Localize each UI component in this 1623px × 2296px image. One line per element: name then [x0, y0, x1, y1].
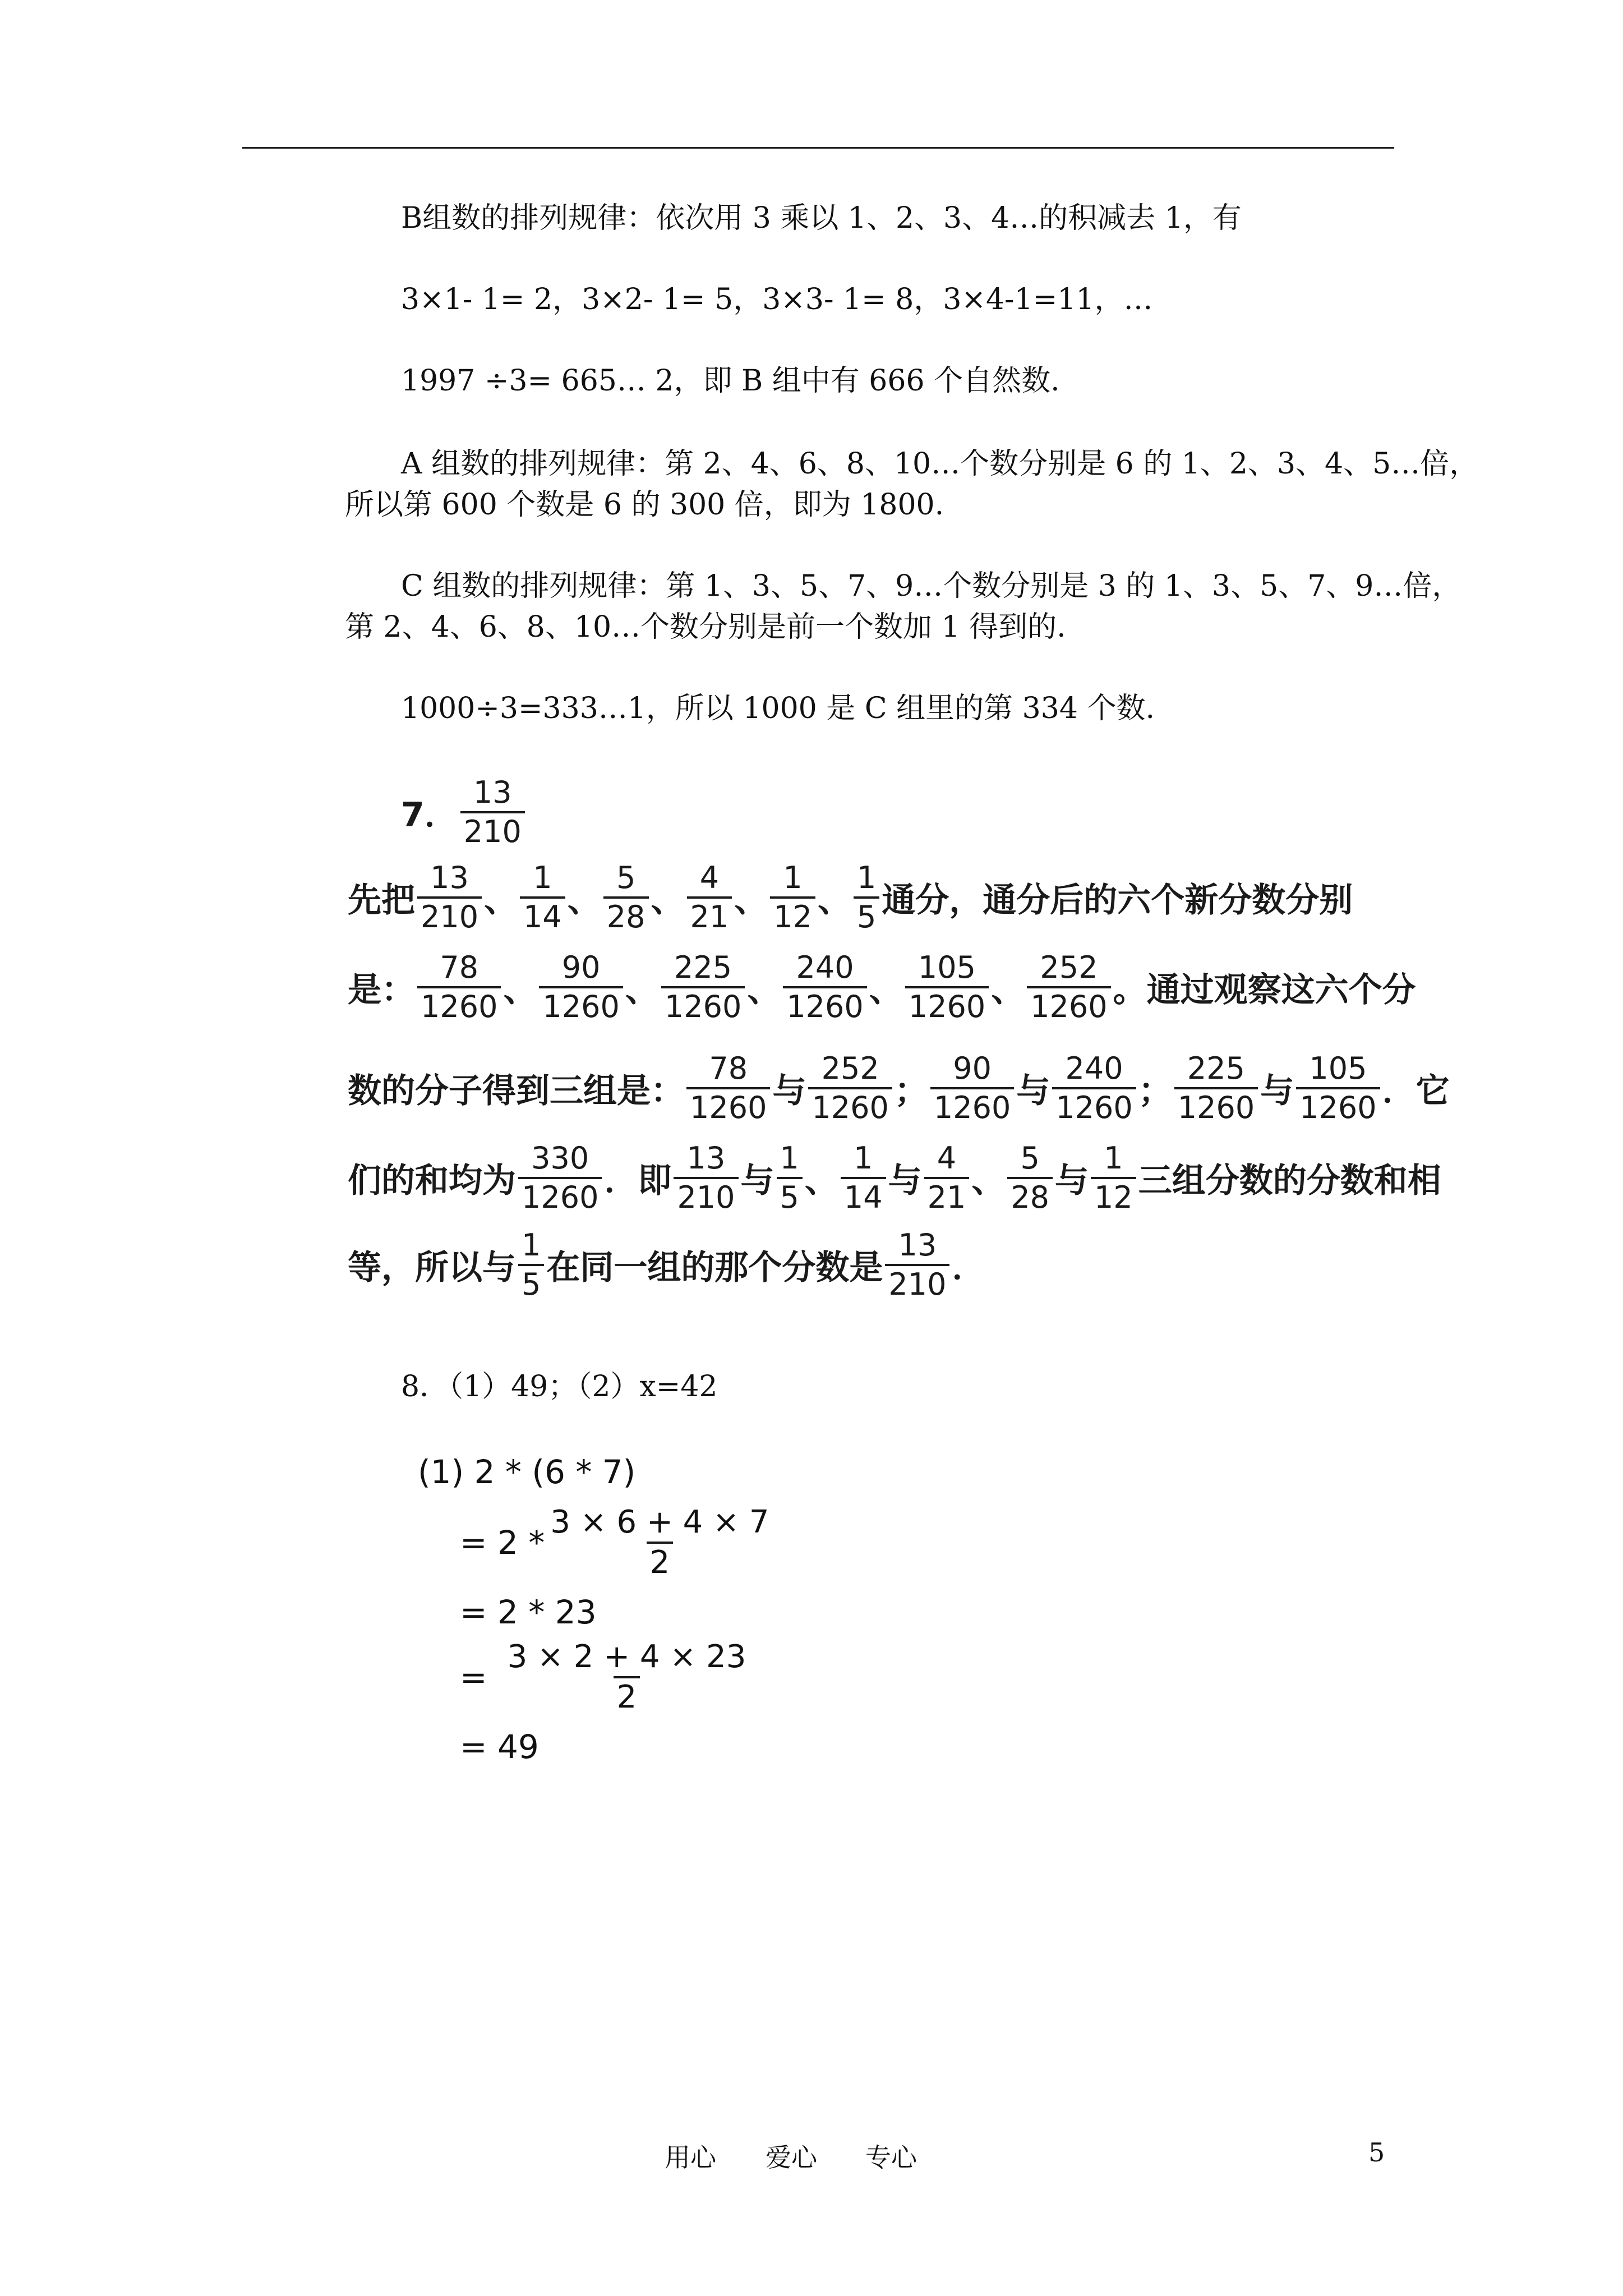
- page-number: 5: [1368, 2137, 1385, 2168]
- calc-line-1: (1) 2 * (6 * 7): [418, 1453, 636, 1491]
- fraction: $\frac{13}{210}$: [674, 1143, 738, 1213]
- q8-calculation: [418, 1453, 866, 1767]
- fraction: $\frac{225}{1260}$: [661, 953, 745, 1022]
- calc-line-3: = 2 * 23: [460, 1593, 597, 1631]
- header-rule: [242, 147, 1394, 149]
- fraction: $\frac{240}{1260}$: [783, 953, 866, 1022]
- fraction: $\frac{252}{1260}$: [808, 1053, 892, 1123]
- paragraph-a-group-rule: A 组数的排列规律：第 2、4、6、8、10…个数分别是 6 的 1、2、3、4、5…倍，: [401, 447, 1479, 481]
- fraction: $\frac{13}{210}$: [460, 777, 525, 847]
- q7-line-2: 是： $\frac{78}{1260}$ 、 $\frac{90}{1260}$ 、 $\frac{225}{1260}$ 、 $\frac{240}{1260}$ 、 $\frac{105}{1260}$ 、 $\frac{252}{1260}$ 。通过观察这六个分: [348, 950, 1416, 1024]
- fraction: $\frac{13}{210}$: [885, 1230, 949, 1300]
- q7-line-1: 先把 $\frac{13}{210}$ 、 $\frac{1}{14}$ 、 $\frac{5}{28}$ 、 $\frac{4}{21}$ 、 $\frac{1}{12}$ 、 $\frac{1}{5}$ 通分，通分后的六个新分数分别: [348, 860, 1353, 935]
- fraction: $\frac{252}{1260}$: [1027, 953, 1110, 1022]
- q7-line-4: 们的和均为 $\frac{330}{1260}$ ．即 $\frac{13}{210}$ 与 $\frac{1}{5}$ 、 $\frac{1}{14}$ 与 $\frac{4}{21}$ 、 $\frac{5}{28}$ 与 $\frac{1}{12}$ 三组分数的分数和相: [348, 1140, 1441, 1215]
- fraction: $\frac{4}{21}$: [924, 1143, 970, 1213]
- footer-word-3: 专心: [865, 2142, 917, 2173]
- fraction: $\frac{105}{1260}$: [1296, 1053, 1380, 1123]
- q8-answer-line: 8．（1）49；（2）x=42: [401, 1370, 718, 1404]
- q7-line-5: 等，所以与 $\frac{1}{5}$ 在同一组的那个分数是 $\frac{13}{210}$ ．: [348, 1227, 986, 1302]
- calc-line-2: = 2 * $\frac{3 \times 6 + 4 \times 7}{2}$: [460, 1503, 774, 1582]
- paragraph-c-group-rule-2: 第 2、4、6、8、10…个数分别是前一个数加 1 得到的.: [345, 610, 1066, 644]
- fraction: $\frac{90}{1260}$: [930, 1053, 1014, 1123]
- fraction: $\frac{78}{1260}$: [417, 953, 501, 1022]
- paragraph-c-group-rule: C 组数的排列规律：第 1、3、5、7、9…个数分别是 3 的 1、3、5、7、9…倍，: [401, 569, 1461, 603]
- paragraph-c-group-result: 1000÷3=333…1，所以 1000 是 C 组里的第 334 个数.: [401, 692, 1155, 725]
- q7-line-3: 数的分子得到三组是： $\frac{78}{1260}$ 与 $\frac{252}{1260}$ ； $\frac{90}{1260}$ 与 $\frac{240}{1260}$ ； $\frac{225}{1260}$ 与 $\frac{105}{1260}$ ．它: [348, 1051, 1450, 1125]
- paragraph-b-group-count: 1997 ÷3= 665… 2，即 B 组中有 666 个自然数.: [401, 364, 1060, 398]
- footer-word-1: 用心: [665, 2142, 716, 2173]
- fraction: $\frac{90}{1260}$: [539, 953, 623, 1022]
- fraction: $\frac{78}{1260}$: [686, 1053, 770, 1123]
- fraction: $\frac{3 \times 6 + 4 \times 7}{2}$: [550, 1504, 769, 1581]
- paragraph-a-group-result: 所以第 600 个数是 6 的 300 倍，即为 1800.: [345, 488, 944, 522]
- fraction: $\frac{5}{28}$: [603, 863, 649, 932]
- q7-label: 7．: [401, 795, 458, 835]
- fraction: $\frac{240}{1260}$: [1052, 1053, 1136, 1123]
- calc-line-4: = $\frac{3 \times 2 + 4 \times 23}{2}$: [460, 1638, 751, 1717]
- fraction: $\frac{4}{21}$: [687, 863, 732, 932]
- paragraph-b-group-calc: 3×1- 1= 2，3×2- 1= 5，3×3- 1= 8，3×4-1=11，…: [401, 283, 1153, 316]
- fraction: $\frac{1}{14}$: [520, 863, 565, 932]
- fraction: $\frac{1}{12}$: [770, 863, 815, 932]
- fraction: $\frac{1}{5}$: [854, 863, 879, 932]
- footer-word-2: 爱心: [766, 2142, 817, 2173]
- calc-line-5: = 49: [460, 1728, 539, 1766]
- fraction: $\frac{3 \times 2 + 4 \times 23}{2}$: [507, 1639, 746, 1715]
- fraction: $\frac{5}{28}$: [1007, 1143, 1053, 1213]
- fraction: $\frac{105}{1260}$: [905, 953, 989, 1022]
- fraction: $\frac{1}{5}$: [518, 1230, 544, 1300]
- paragraph-b-group-rule: B组数的排列规律：依次用 3 乘以 1、2、3、4…的积减去 1，有: [401, 201, 1242, 235]
- fraction: $\frac{13}{210}$: [417, 863, 482, 932]
- fraction: $\frac{1}{12}$: [1091, 1143, 1136, 1213]
- q7-answer: [401, 773, 527, 852]
- fraction: $\frac{1}{5}$: [777, 1143, 803, 1213]
- fraction: $\frac{1}{14}$: [841, 1143, 886, 1213]
- fraction: $\frac{225}{1260}$: [1174, 1053, 1258, 1123]
- fraction: $\frac{330}{1260}$: [518, 1143, 602, 1213]
